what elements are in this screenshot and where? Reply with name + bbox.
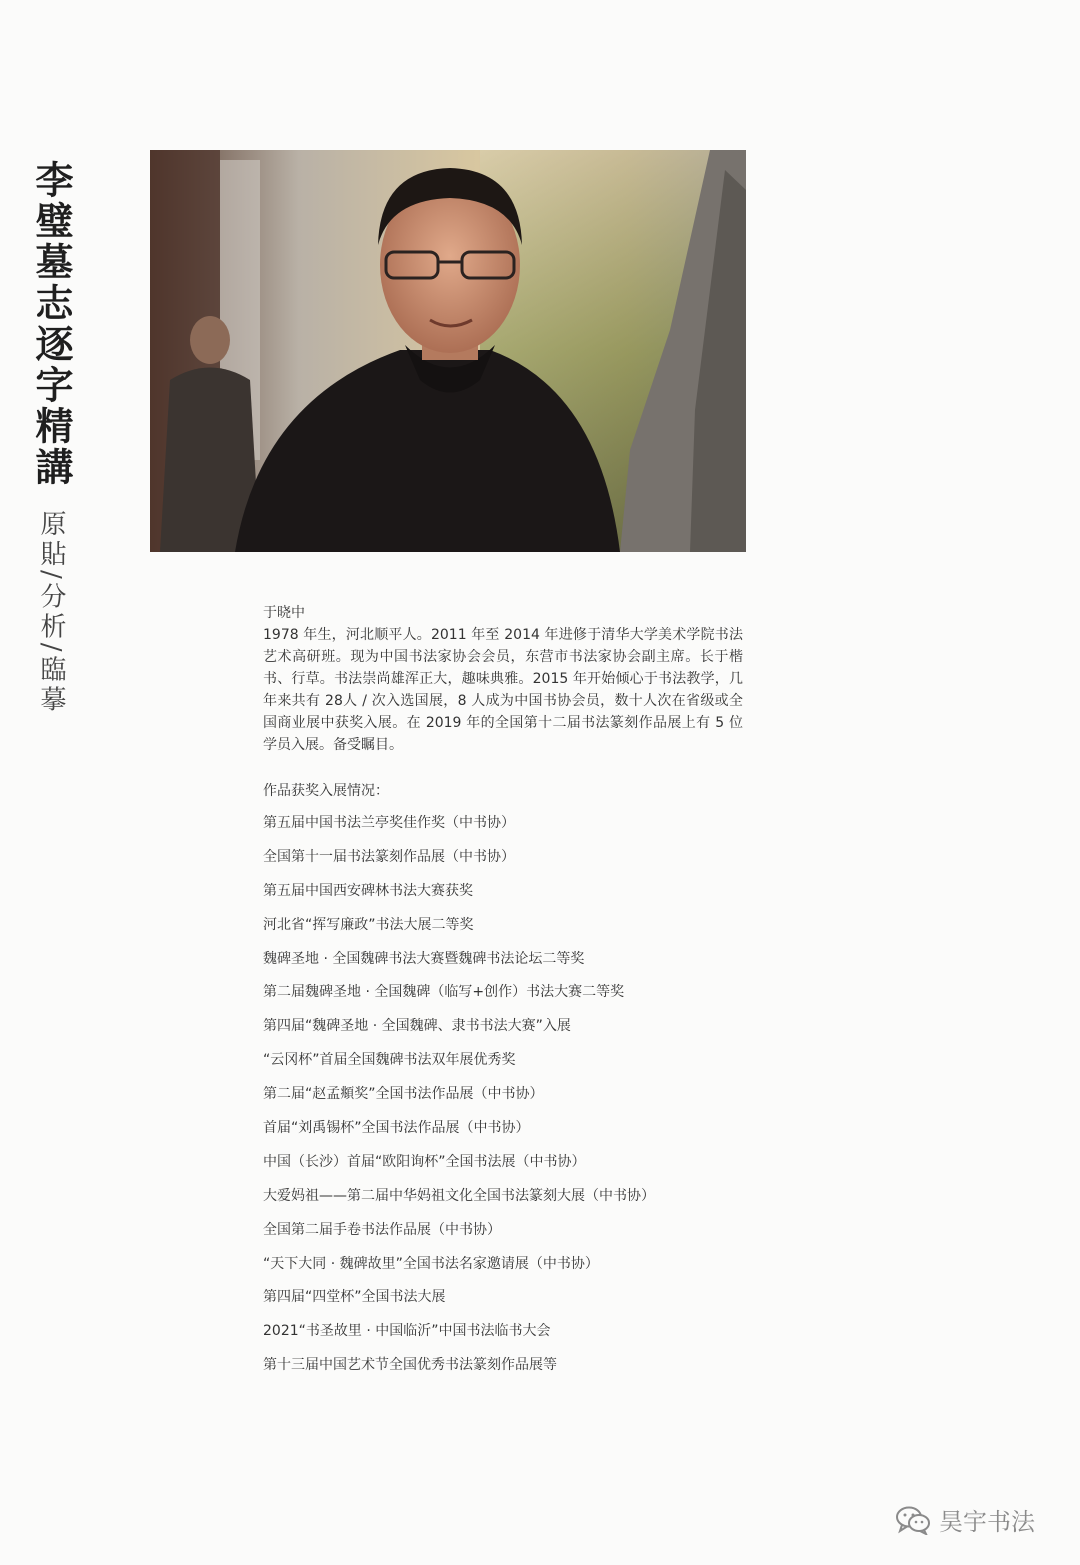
awards-list bbox=[263, 812, 655, 1388]
book-subtitle: 原貼/分析/臨摹 bbox=[36, 510, 66, 716]
list-item: 全国第十一届书法篆刻作品展（中书协） bbox=[263, 848, 515, 865]
author-bio-text: 1978 年生，河北顺平人。2011 年至 2014 年进修于清华大学美术学院书法艺术高研班。现为中国书法家协会会员，东营市书法家协会副主席。长于楷书、行草。书法崇尚雄浑正大，趣味典雅。2015 年开始倾心于书法教学，几年来共有 28人 / 次入选国展，8 人成为中国书协会员，数十人次在省级或全国商业展中获奖入展。在 2019 年的全国第十二届书法篆刻作品展上有 5 位学员入展。备受瞩目。 bbox=[263, 627, 743, 753]
list-item: 第十三届中国艺术节全国优秀书法篆刻作品展等 bbox=[263, 1357, 557, 1374]
list-item: 2021“书圣故里 · 中国临沂”中国书法临书大会 bbox=[263, 1323, 551, 1340]
list-item: 河北省“挥写廉政”书法大展二等奖 bbox=[263, 916, 474, 933]
list-item: 全国第二届手卷书法作品展（中书协） bbox=[263, 1221, 501, 1238]
awards-heading: 作品获奖入展情况： bbox=[263, 783, 389, 799]
list-item: “天下大同 · 魏碑故里”全国书法名家邀请展（中书协） bbox=[263, 1255, 599, 1272]
list-item: 第二届“赵孟頫奖”全国书法作品展（中书协） bbox=[263, 1086, 544, 1103]
list-item: 第五届中国西安碑林书法大赛获奖 bbox=[263, 882, 473, 899]
wechat-icon bbox=[895, 1505, 931, 1535]
list-item: 大爱妈祖——第二届中华妈祖文化全国书法篆刻大展（中书协） bbox=[263, 1187, 655, 1204]
list-item: “云冈杯”首届全国魏碑书法双年展优秀奖 bbox=[263, 1052, 516, 1069]
list-item: 第四届“四堂杯”全国书法大展 bbox=[263, 1289, 446, 1306]
watermark bbox=[895, 1502, 1035, 1537]
book-title: 李璧墓志逐字精講 bbox=[29, 160, 74, 488]
author-bio bbox=[263, 602, 743, 756]
list-item: 中国（长沙）首届“欧阳询杯”全国书法展（中书协） bbox=[263, 1153, 586, 1170]
watermark-text: 昊宇书法 bbox=[939, 1508, 1035, 1536]
list-item: 魏碑圣地 · 全国魏碑书法大赛暨魏碑书法论坛二等奖 bbox=[263, 950, 585, 967]
author-name: 于晓中 bbox=[263, 605, 305, 621]
list-item: 第五届中国书法兰亭奖佳作奖（中书协） bbox=[263, 815, 515, 831]
author-portrait-photo bbox=[150, 150, 746, 552]
list-item: 第二届魏碑圣地 · 全国魏碑（临写+创作）书法大赛二等奖 bbox=[263, 984, 625, 1001]
portrait-illustration bbox=[150, 150, 746, 552]
book-title-vertical bbox=[26, 160, 76, 716]
list-item: 第四届“魏碑圣地 · 全国魏碑、隶书书法大赛”入展 bbox=[263, 1018, 571, 1035]
list-item: 首届“刘禹锡杯”全国书法作品展（中书协） bbox=[263, 1120, 530, 1137]
